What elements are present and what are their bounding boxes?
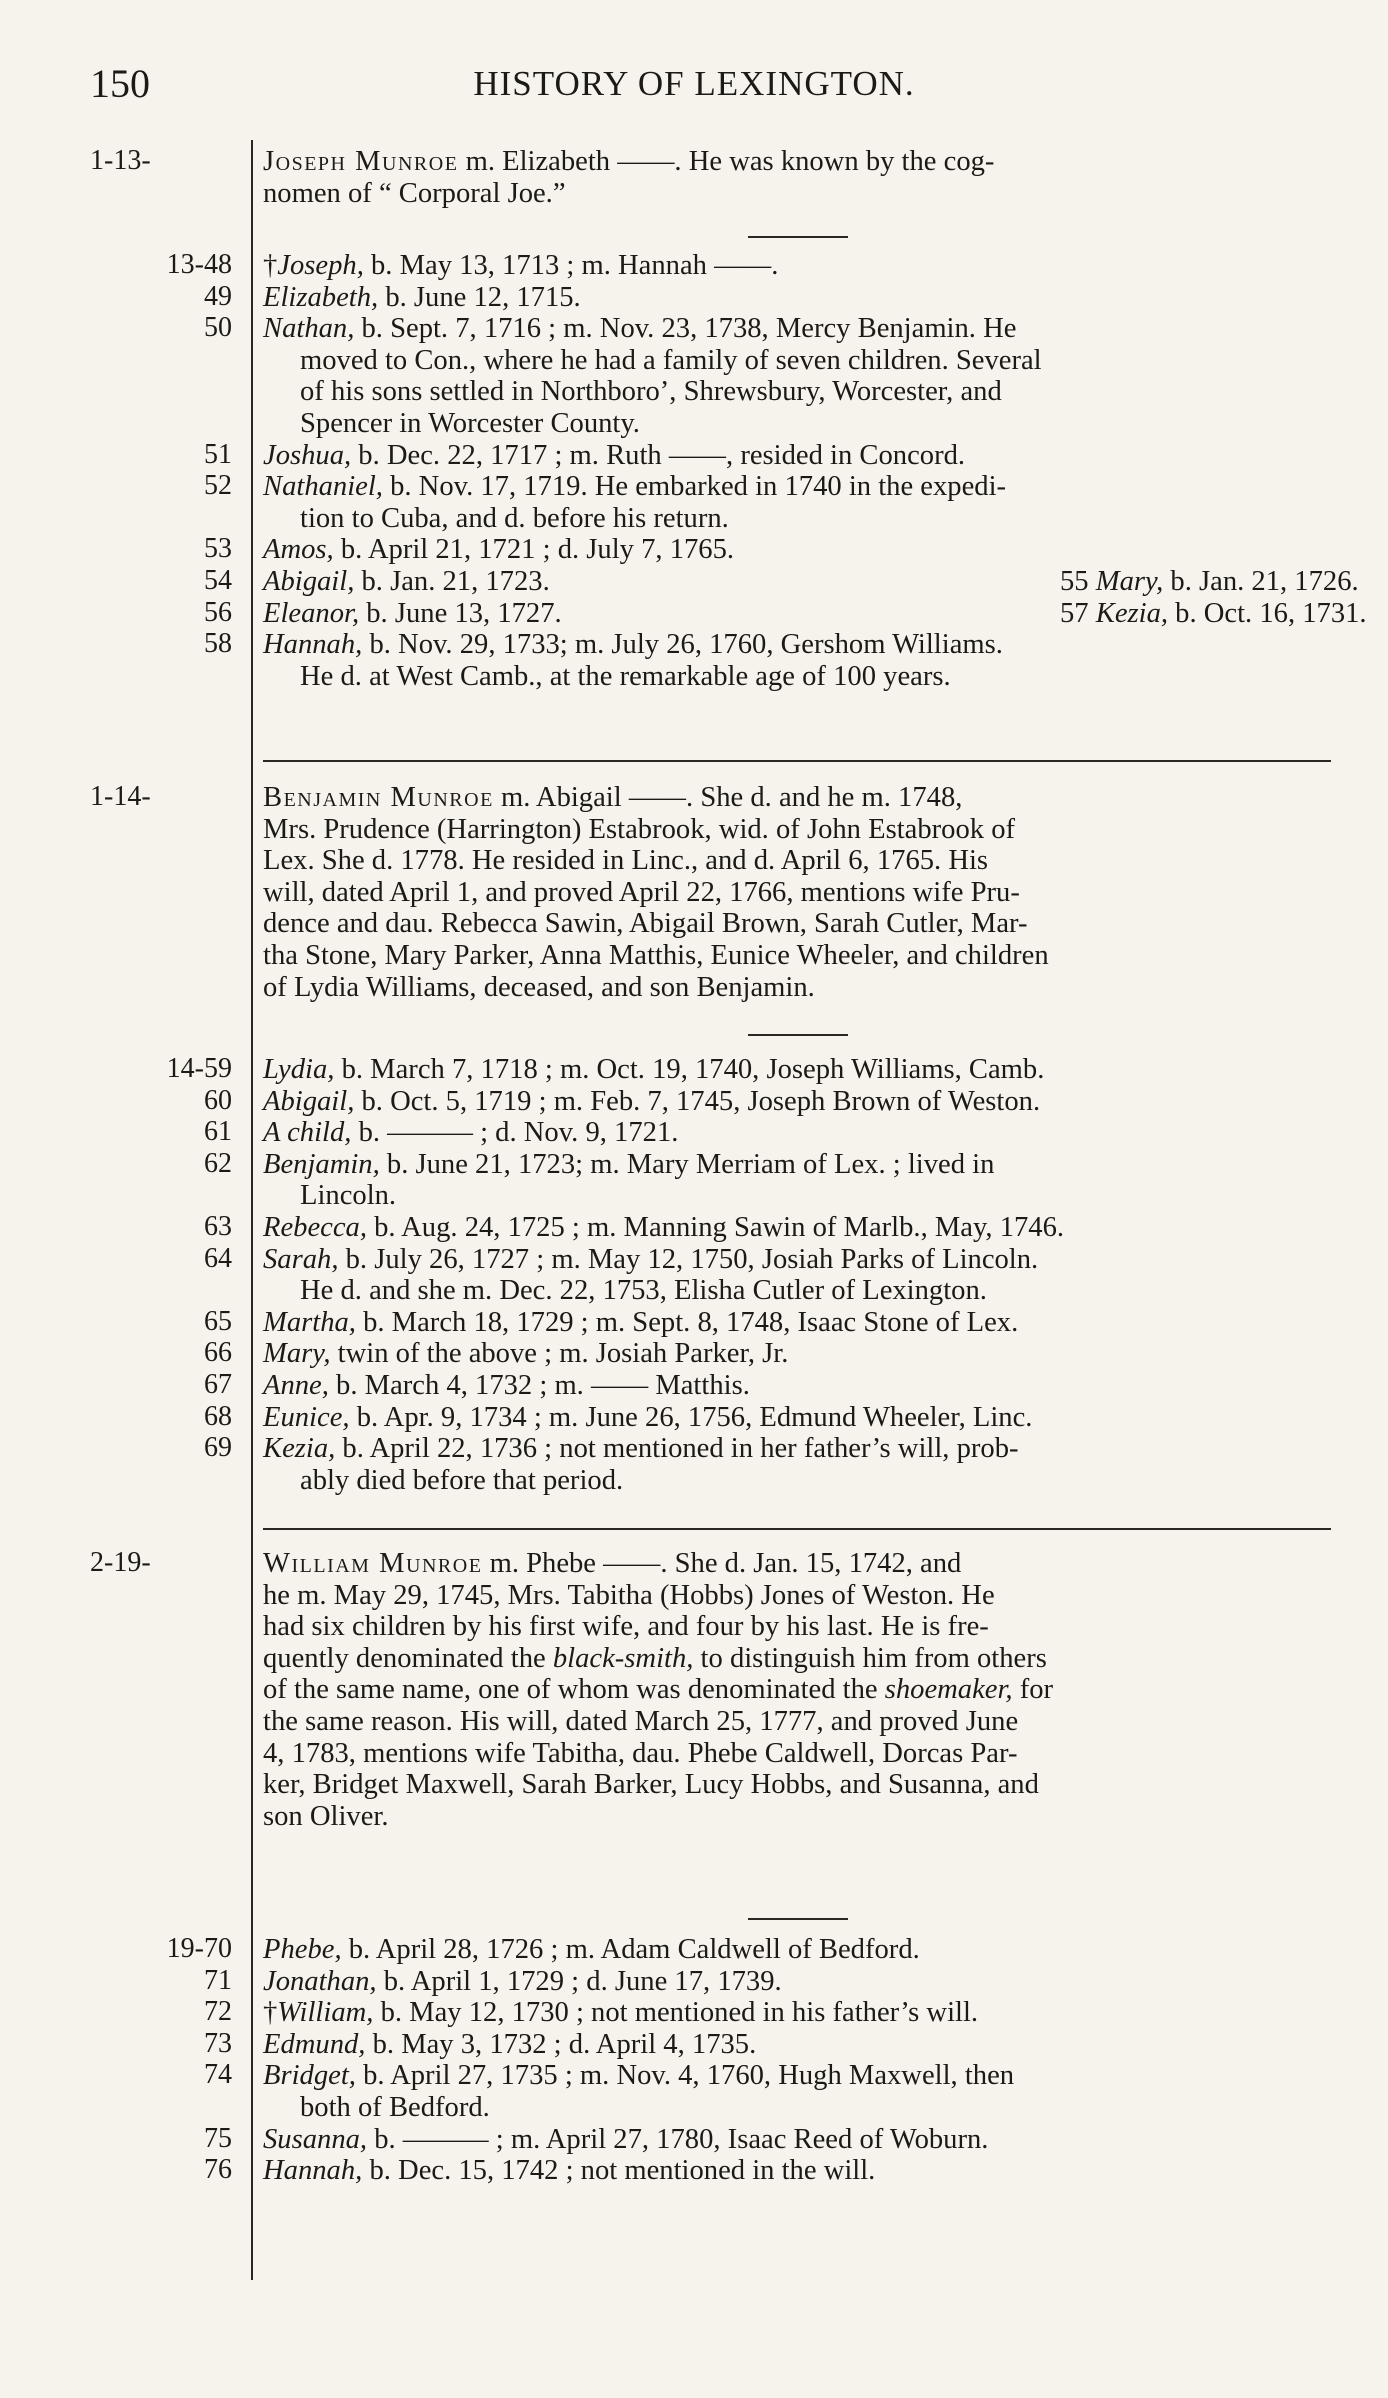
child-entry: [263, 2029, 756, 2061]
child-entry: [263, 1149, 994, 1181]
entry-line: [263, 1706, 1018, 1738]
entry-text: b. Oct. 5, 1719 ; m. Feb. 7, 1745, Joseph Brown of Weston.: [354, 1085, 1041, 1117]
entry-text: both of Bedford.: [300, 2092, 490, 2123]
entry-text: b. Nov. 29, 1733; m. July 26, 1760, Gershom Williams.: [362, 629, 1003, 661]
entry-text: will, dated April 1, and proved April 22, 1766, mentions wife Pru-: [263, 876, 1020, 908]
page-header: [0, 60, 1388, 110]
child-number: 13-48: [166, 249, 232, 280]
child-entry: [263, 1966, 782, 1998]
child-number: 65: [204, 1305, 232, 1337]
child-name: Martha,: [263, 1306, 356, 1338]
entry-text: b. Nov. 17, 1719. He embarked in 1740 in the expedi-: [382, 471, 1007, 503]
section-ref-number: 1-14-: [90, 781, 151, 812]
child-entry: [263, 1370, 750, 1402]
child-name: Kezia,: [263, 1433, 336, 1465]
child-number: 76: [204, 2154, 232, 2186]
child-number: 53: [204, 533, 232, 565]
continuation-line: [300, 1275, 987, 1307]
entry-text: b. Jan. 21, 1723.: [354, 566, 550, 597]
child-name: Nathan,: [263, 313, 355, 345]
child-number: 49: [204, 280, 232, 312]
child-number: 56: [204, 596, 232, 628]
child-name: Sarah,: [263, 1243, 339, 1275]
entry-text: quently denominated the: [263, 1642, 553, 1674]
running-title: HISTORY OF LEXINGTON.: [473, 64, 915, 103]
child-number: 14-59: [166, 1053, 232, 1084]
second-child: [1060, 598, 1367, 630]
entry-text: to distinguish him from others: [693, 1642, 1047, 1674]
entry-text: he m. May 29, 1745, Mrs. Tabitha (Hobbs) Jones of Weston. He: [263, 1579, 995, 1611]
child-name: Anne,: [263, 1370, 329, 1401]
entry-text: dence and dau. Rebecca Sawin, Abigail Brown, Sarah Cutler, Mar-: [263, 908, 1028, 940]
child-entry: [263, 629, 1003, 661]
entry-text: 4, 1783, mentions wife Tabitha, dau. Phebe Caldwell, Dorcas Par-: [263, 1737, 1018, 1769]
entry-text: moved to Con., where he had a family of seven children. Several: [300, 344, 1042, 376]
child-number: 66: [204, 1337, 232, 1369]
entry-text: of the same name, one of whom was denominated the: [263, 1674, 885, 1706]
entry-text: ably died before that period.: [300, 1464, 624, 1496]
continuation-line: [300, 2092, 490, 2124]
section-ref-number: 2-19-: [90, 1547, 151, 1578]
entry-text: for: [1012, 1674, 1054, 1706]
child-number: 73: [204, 2027, 232, 2059]
section-divider: [748, 236, 848, 238]
child-entry: [263, 282, 581, 314]
child-name: Eunice,: [263, 1401, 350, 1433]
continuation-line: [300, 1465, 623, 1497]
entry-line: [263, 782, 962, 814]
entry-text: b. July 26, 1727 ; m. May 12, 1750, Josiah Parks of Lincoln.: [338, 1243, 1039, 1275]
child-entry: [263, 1997, 978, 2029]
continuation-line: [300, 661, 951, 693]
child-entry: [263, 2155, 875, 2187]
italic-term: shoemaker,: [884, 1674, 1013, 1706]
child-name: Edmund,: [263, 2028, 366, 2060]
entry-line: [263, 1611, 989, 1643]
continuation-line: [300, 376, 1002, 408]
child-entry: [263, 1086, 1040, 1118]
entry-text: b. May 12, 1730 ; not mentioned in his father’s will.: [373, 1997, 979, 2029]
child-name: Mary,: [1095, 566, 1164, 597]
entry-text: b. June 13, 1727.: [359, 597, 562, 629]
child-name: Eleanor,: [263, 597, 360, 629]
entry-line: [263, 1801, 389, 1833]
entry-line: [263, 908, 1028, 940]
page-number: 150: [90, 61, 150, 106]
child-name: Lydia,: [263, 1054, 335, 1085]
child-number: 52: [204, 470, 232, 502]
entry-divider: [263, 1528, 1331, 1530]
dagger-mark: †: [263, 250, 278, 281]
entry-text: Mrs. Prudence (Harrington) Estabrook, wid. of John Estabrook of: [263, 813, 1016, 845]
child-entry: [263, 1117, 678, 1149]
entry-text: b. April 28, 1726 ; m. Adam Caldwell of Bedford.: [341, 1934, 920, 1965]
entry-line: nomen of “ Corporal Joe.”: [263, 178, 566, 209]
child-entry: [263, 566, 1359, 598]
child-name: Amos,: [263, 534, 334, 566]
child-number: 74: [204, 2059, 232, 2091]
entry-line: [263, 1548, 961, 1580]
entry-text: b. May 3, 1732 ; d. April 4, 1735.: [365, 2028, 757, 2060]
child-number: 63: [204, 1211, 232, 1242]
entry-text: b. Dec. 15, 1742 ; not mentioned in the will.: [362, 2155, 876, 2187]
entry-text: m. Phebe ——. She d. Jan. 15, 1742, and: [482, 1548, 962, 1579]
section-divider: [748, 1918, 848, 1920]
entry-text: b. May 13, 1713 ; m. Hannah ——.: [363, 250, 779, 281]
entry-text: b. Dec. 22, 1717 ; m. Ruth ——, resided in Concord.: [351, 439, 966, 471]
child-name: Mary,: [263, 1338, 331, 1370]
entry-line: [263, 877, 1020, 909]
child-number: 72: [204, 1996, 232, 2028]
continuation-line: [300, 408, 640, 440]
child-number: 50: [204, 312, 232, 344]
entry-line: [263, 940, 1049, 972]
child-entry: [263, 1307, 1018, 1339]
entry-text: b. April 21, 1721 ; d. July 7, 1765.: [333, 534, 735, 566]
entry-text: tha Stone, Mary Parker, Anna Matthis, Eunice Wheeler, and children: [263, 940, 1049, 971]
child-number: 62: [204, 1147, 232, 1179]
entry-line: [263, 1643, 1047, 1675]
child-number: 61: [204, 1116, 232, 1148]
continuation-line: [300, 345, 1042, 377]
child-name: Joshua,: [263, 439, 352, 471]
child-entry: [263, 1054, 1044, 1086]
child-name: Joseph,: [277, 250, 364, 281]
entry-text: b. Apr. 9, 1734 ; m. June 26, 1756, Edmund Wheeler, Linc.: [349, 1401, 1033, 1433]
child-name: Abigail,: [263, 1085, 355, 1117]
entry-text: Lex. She d. 1778. He resided in Linc., and d. April 6, 1765. His: [263, 845, 989, 877]
entry-text: son Oliver.: [263, 1800, 389, 1832]
child-name: Nathaniel,: [263, 471, 383, 503]
child-entry: [263, 440, 965, 472]
child-number: 54: [204, 565, 232, 596]
child-number: 51: [204, 438, 232, 470]
child-name: Hannah,: [263, 2155, 363, 2187]
child-entry: [263, 2060, 1014, 2092]
entry-text: b. ——— ; d. Nov. 9, 1721.: [351, 1117, 679, 1149]
child-entry: [263, 597, 1367, 630]
entry-line: [263, 146, 994, 178]
child-entry: [263, 534, 734, 566]
child-number: 58: [204, 628, 232, 660]
entry-text: b. March 7, 1718 ; m. Oct. 19, 1740, Joseph Williams, Camb.: [334, 1054, 1045, 1085]
entry-line: [263, 1580, 995, 1612]
child-entry: [263, 1212, 1064, 1244]
entry-text: b. March 4, 1732 ; m. —— Matthis.: [328, 1370, 750, 1401]
child-entry: [263, 471, 1006, 503]
child-entry: [263, 1433, 1019, 1465]
entry-text: b. Oct. 16, 1731.: [1168, 597, 1367, 629]
child-name: Phebe,: [263, 1934, 342, 1965]
entry-text: b. Jan. 21, 1726.: [1163, 566, 1359, 597]
entry-text: b. ——— ; m. April 27, 1780, Isaac Reed of Woburn.: [367, 2123, 989, 2155]
entry-line: [263, 1769, 1039, 1801]
entry-line: [263, 1738, 1017, 1770]
entry-text: tion to Cuba, and d. before his return.: [300, 502, 729, 534]
child-name: William,: [277, 1997, 374, 2029]
child-number: 55: [1060, 566, 1089, 597]
child-name: Jonathan,: [263, 1965, 377, 1997]
entry-text: m. Elizabeth ——. He was known by the cog-: [458, 146, 995, 177]
child-entry: [263, 1402, 1032, 1434]
continuation-line: [300, 1180, 396, 1212]
child-name: Elizabeth,: [263, 281, 379, 313]
entry-text: the same reason. His will, dated March 25, 1777, and proved June: [263, 1706, 1019, 1737]
entry-divider: [263, 760, 1331, 762]
entry-text: b. June 12, 1715.: [378, 281, 581, 313]
child-number: 68: [204, 1400, 232, 1432]
child-name: Susanna,: [263, 2123, 368, 2155]
second-child: [1060, 566, 1359, 598]
child-number: 64: [204, 1242, 232, 1274]
italic-term: black-smith,: [552, 1642, 694, 1674]
child-name: Kezia,: [1095, 597, 1169, 629]
child-number: 19-70: [166, 1933, 232, 1964]
dagger-mark: †: [263, 1997, 278, 2029]
margin-rule: [251, 140, 253, 2280]
entry-line: [263, 972, 815, 1004]
entry-text: He d. and she m. Dec. 22, 1753, Elisha Cutler of Lexington.: [300, 1275, 987, 1307]
entry-text: had six children by his first wife, and four by his last. He is fre-: [263, 1611, 989, 1643]
child-entry: [263, 1338, 788, 1370]
person-name: William Munroe: [263, 1548, 483, 1579]
entry-text: b. Aug. 24, 1725 ; m. Manning Sawin of Marlb., May, 1746.: [366, 1212, 1065, 1243]
child-entry: [263, 250, 778, 282]
child-number: 75: [204, 2122, 232, 2154]
section-divider: [748, 1034, 848, 1036]
entry-text: b. April 27, 1735 ; m. Nov. 4, 1760, Hugh Maxwell, then: [355, 2060, 1015, 2092]
entry-line: [263, 1674, 1053, 1706]
entry-text: m. Abigail ——. She d. and he m. 1748,: [493, 782, 963, 813]
child-number: 71: [204, 1964, 232, 1996]
child-entry: [263, 1244, 1038, 1276]
person-name: Joseph Munroe: [263, 146, 459, 177]
child-name: A child,: [263, 1117, 352, 1149]
child-name: Bridget,: [263, 2060, 356, 2092]
entry-line: [263, 814, 1015, 846]
entry-text: Spencer in Worcester County.: [300, 408, 640, 439]
entry-text: b. June 21, 1723; m. Mary Merriam of Lex. ; lived in: [379, 1148, 995, 1180]
child-entry: [263, 313, 1016, 345]
child-entry: [263, 1934, 920, 1966]
entry-text: b. Sept. 7, 1716 ; m. Nov. 23, 1738, Mercy Benjamin. He: [354, 313, 1017, 345]
person-name: Benjamin Munroe: [263, 782, 494, 813]
child-name: Benjamin,: [263, 1148, 380, 1180]
continuation-line: [300, 503, 729, 535]
child-number: 60: [204, 1084, 232, 1116]
child-name: Rebecca,: [263, 1212, 367, 1243]
entry-text: of Lydia Williams, deceased, and son Benjamin.: [263, 971, 815, 1003]
entry-text: of his sons settled in Northboro’, Shrewsbury, Worcester, and: [300, 376, 1002, 408]
section-ref-number: 1-13-: [90, 145, 151, 176]
child-entry: [263, 2124, 988, 2156]
child-number: 69: [204, 1432, 232, 1464]
child-name: Hannah,: [263, 629, 363, 661]
child-number: 67: [204, 1369, 232, 1400]
entry-text: b. April 1, 1729 ; d. June 17, 1739.: [376, 1965, 782, 1997]
child-number: 57: [1060, 597, 1089, 629]
entry-text: b. March 18, 1729 ; m. Sept. 8, 1748, Isaac Stone of Lex.: [355, 1306, 1019, 1338]
entry-text: b. April 22, 1736 ; not mentioned in her father’s will, prob-: [335, 1433, 1019, 1465]
entry-line: [263, 845, 988, 877]
child-name: Abigail,: [263, 566, 355, 597]
entry-text: He d. at West Camb., at the remarkable age of 100 years.: [300, 660, 951, 692]
entry-text: Lincoln.: [300, 1180, 397, 1212]
entry-text: twin of the above ; m. Josiah Parker, Jr.: [330, 1338, 789, 1370]
entry-text: ker, Bridget Maxwell, Sarah Barker, Lucy Hobbs, and Susanna, and: [263, 1769, 1039, 1801]
